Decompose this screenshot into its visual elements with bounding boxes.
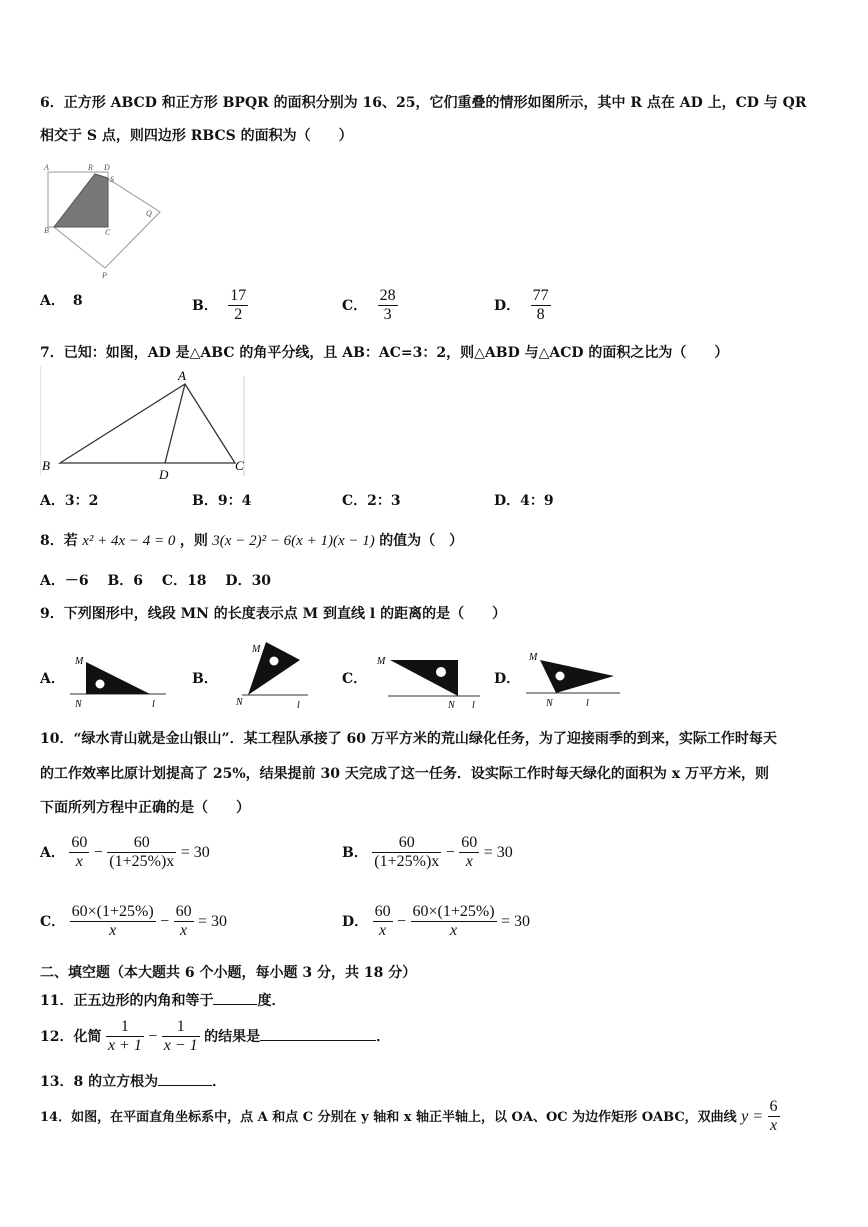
q12-blank[interactable] <box>260 1026 376 1041</box>
q13-blank[interactable] <box>158 1071 212 1086</box>
label-b: B <box>42 458 50 473</box>
q11-blank[interactable] <box>213 990 257 1005</box>
q10-option-d[interactable]: D． $\frac{60}{x}$ − $\frac{60\times(1+25\%)}{x}$ = 30 <box>342 903 531 940</box>
q9-option-b-label[interactable]: B． <box>192 671 218 687</box>
q9-figure-b[interactable] <box>222 638 312 710</box>
q9-figure-a[interactable] <box>70 650 170 710</box>
label-r: R <box>88 163 93 172</box>
shaded-rbcs <box>54 174 108 227</box>
q7-figure <box>40 366 250 482</box>
label-a: A <box>178 368 186 383</box>
q7-option-b[interactable]: B．9：4 <box>192 493 252 509</box>
svg-text:l: l <box>297 700 300 710</box>
label-d: D <box>159 467 169 482</box>
q11: 11．正五边形的内角和等于 度． <box>40 990 285 1010</box>
q6-text-line2: 相交于 S 点，则四边形 RBCS 的面积为（ ） <box>40 128 353 144</box>
svg-text:N: N <box>546 698 553 709</box>
q6-figure <box>40 160 170 280</box>
label-c: C <box>235 458 244 473</box>
q9-option-a-label[interactable]: A． <box>40 671 65 687</box>
q13: 13．8 的立方根为 ． <box>40 1071 226 1091</box>
label-b: B <box>44 226 49 235</box>
q10-text-line2: 的工作效率比原计划提高了 25%，结果提前 30 天完成了这一任务．设实际工作时每天绿化的面积为 x 万平方米，则 <box>40 766 769 782</box>
q12: 12．化简 $\frac{1}{x + 1}$ − $\frac{1}{x - 1}$ 的结果是 ． <box>40 1018 391 1055</box>
svg-text:l: l <box>586 698 589 709</box>
svg-text:l: l <box>152 699 155 710</box>
label-q: Q <box>146 209 152 218</box>
q8-text: 8．若 x² + 4x − 4 = 0 ，则 3(x − 2)² − 6(x + 1)(x − 1) 的值为（ ） <box>40 533 464 549</box>
label-p: P <box>102 271 107 280</box>
label-d: D <box>104 163 110 172</box>
label-s: S <box>110 175 114 184</box>
q7-option-a[interactable]: A．3：2 <box>40 493 99 509</box>
q7-option-d[interactable]: D．4：9 <box>494 493 554 509</box>
section-2-heading: 二、填空题（本大题共 6 个小题，每小题 3 分，共 18 分） <box>40 965 417 981</box>
q14: 14．如图，在平面直角坐标系中，点 A 和点 C 分别在 y 轴和 x 轴正半轴上，以 OA、OC 为边作矩形 OABC，双曲线 y = $\frac{6}{x}$ <box>40 1098 778 1135</box>
svg-text:M: M <box>529 652 538 663</box>
svg-text:N: N <box>75 699 82 710</box>
q9-text: 9．下列图形中，线段 MN 的长度表示点 M 到直线 l 的距离的是（ ） <box>40 606 507 622</box>
svg-text:N: N <box>448 700 455 711</box>
q10-option-c[interactable]: C． $\frac{60\times(1+25\%)}{x}$ − $\frac{60}{x}$ = 30 <box>40 903 228 940</box>
q9-figure-c[interactable] <box>372 648 492 712</box>
q10-text-line1: 10．“绿水青山就是金山银山”．某工程队承接了 60 万平方米的荒山绿化任务，为了迎接雨季的到来，实际工作时每天 <box>40 731 777 747</box>
q6-option-d[interactable]: D． $\frac{77}{8}$ <box>494 287 549 324</box>
bisector-ad <box>165 384 185 463</box>
q10-option-a[interactable]: A． $\frac{60}{x}$ − $\frac{60}{(1+25\%)x}$ = 30 <box>40 834 210 871</box>
q6-option-b[interactable]: B． $\frac{17}{2}$ <box>192 287 247 324</box>
q10-text-line3: 下面所列方程中正确的是（ ） <box>40 800 250 816</box>
q9-figure-d[interactable] <box>524 648 624 710</box>
q9-option-d-label[interactable]: D． <box>494 671 521 687</box>
label-a: A <box>44 163 49 172</box>
q7-text: 7．已知：如图，AD 是△ABC 的角平分线，且 AB：AC=3：2，则△ABD 与△ACD 的面积之比为（ ） <box>40 345 729 361</box>
label-c: C <box>105 228 111 237</box>
svg-text:M: M <box>377 656 386 667</box>
triangle-abc <box>60 384 235 463</box>
q7-option-c[interactable]: C．2：3 <box>342 493 401 509</box>
svg-text:l: l <box>472 700 475 711</box>
q6-text-line1: 6．正方形 ABCD 和正方形 BPQR 的面积分别为 16、25，它们重叠的情形如图所示，其中 R 点在 AD 上，CD 与 QR <box>40 95 807 111</box>
svg-text:N: N <box>236 697 243 708</box>
q8-options[interactable]: A．－6 B．6 C．18 D．30 <box>40 573 272 589</box>
q8-expression: 3(x − 2)² − 6(x + 1)(x − 1) <box>212 533 375 549</box>
svg-text:M: M <box>75 656 84 667</box>
svg-text:M: M <box>252 644 261 655</box>
q9-option-c-label[interactable]: C． <box>342 671 368 687</box>
q8-equation: x² + 4x − 4 = 0 <box>82 533 176 549</box>
q6-option-c[interactable]: C． $\frac{28}{3}$ <box>342 287 396 324</box>
q6-option-a[interactable]: A． 8 <box>40 293 83 309</box>
q10-option-b[interactable]: B． $\frac{60}{(1+25\%)x}$ − $\frac{60}{x}$ = 30 <box>342 834 513 871</box>
